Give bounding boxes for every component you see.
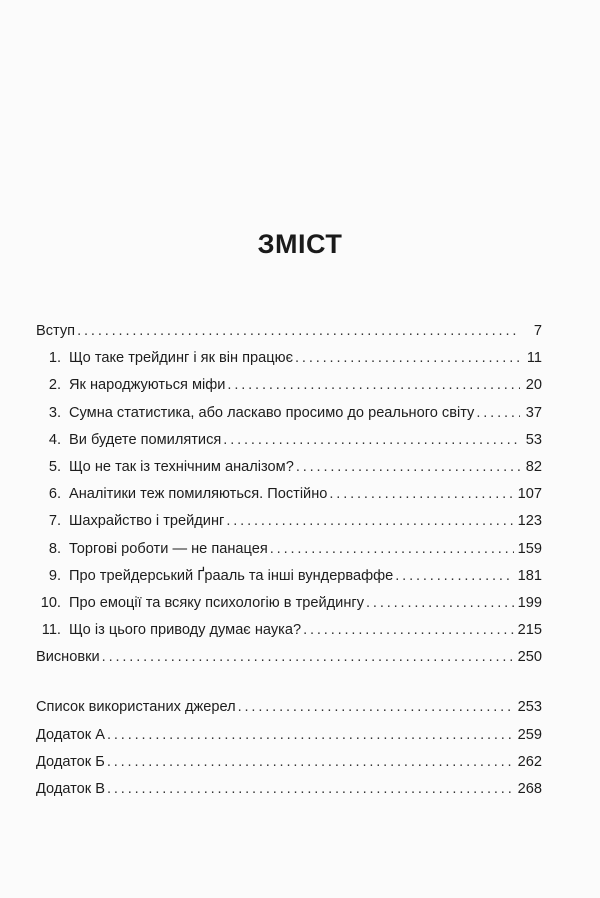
dot-leader <box>296 454 520 481</box>
toc-entry-label: Про емоції та всяку психологію в трейдингу <box>69 594 364 611</box>
toc-entry-label: Сумна статистика, або ласкаво просимо до реального світу <box>69 404 475 421</box>
toc-entry-label: Вступ <box>36 323 76 339</box>
dot-leader <box>329 481 513 508</box>
dot-leader <box>77 318 520 345</box>
toc-entry-label: Додаток А <box>36 726 105 743</box>
toc-entry-page: 123 <box>517 513 542 530</box>
dot-leader <box>226 508 513 535</box>
toc-entry-label: Додаток Б <box>36 753 105 770</box>
toc-entry-page: 199 <box>517 594 542 611</box>
toc-entry-chapter-9[interactable] <box>36 563 542 590</box>
page-title: ЗМІСТ <box>257 229 343 259</box>
toc-entry-page: 215 <box>517 622 542 639</box>
toc-entry-chapter-11[interactable] <box>36 617 542 644</box>
dot-leader <box>295 345 520 372</box>
toc-entry-number: 7. <box>48 513 61 530</box>
toc-entry-number: 3. <box>48 404 61 421</box>
toc-entry-label: Висновки <box>36 649 100 666</box>
toc-entry-page: 82 <box>525 458 542 475</box>
toc-entry-page: 253 <box>517 699 542 716</box>
dot-leader <box>366 590 514 617</box>
toc-entry-label: Що із цього приводу думає наука? <box>69 622 302 639</box>
dot-leader <box>102 644 514 671</box>
toc-entry-conclusions[interactable] <box>36 644 542 671</box>
dot-leader <box>107 776 514 803</box>
toc-entry-references[interactable] <box>36 694 542 721</box>
toc-entry-label: Ви будете помилятися <box>69 431 222 448</box>
dot-leader <box>223 427 520 454</box>
dot-leader <box>227 372 520 399</box>
dot-leader <box>270 536 514 563</box>
toc-entry-number: 8. <box>48 540 61 557</box>
toc-entry-appendix-a[interactable] <box>36 722 542 749</box>
toc-entry-page: 159 <box>517 540 542 557</box>
toc-entry-number: 2. <box>48 377 61 394</box>
toc-entry-number: 6. <box>48 486 61 503</box>
dot-leader <box>303 617 514 644</box>
dot-leader <box>476 400 520 427</box>
toc-entry-chapter-4[interactable] <box>36 427 542 454</box>
toc-entry-label: Список використаних джерел <box>36 699 236 716</box>
toc-entry-intro[interactable] <box>36 318 542 345</box>
toc-entry-chapter-5[interactable] <box>36 454 542 481</box>
toc-entry-chapter-8[interactable] <box>36 536 542 563</box>
toc-entry-number: 1. <box>48 350 61 367</box>
toc-entry-appendix-b[interactable] <box>36 749 542 776</box>
toc-entry-chapter-3[interactable] <box>36 400 542 427</box>
toc-entry-page: 262 <box>517 753 542 770</box>
toc-entry-page: 181 <box>517 567 542 584</box>
toc-entry-page: 268 <box>517 781 542 797</box>
toc-entry-label: Аналітики теж помиляються. Постійно <box>69 486 328 503</box>
toc-entry-chapter-6[interactable] <box>36 481 542 508</box>
toc-entry-page: 7 <box>533 323 542 339</box>
toc-entry-label: Що не так із технічним аналізом? <box>69 458 294 475</box>
toc-entry-page: 20 <box>525 377 542 394</box>
toc-entry-number: 4. <box>48 431 61 448</box>
toc-entry-appendix-v[interactable] <box>36 776 542 803</box>
toc-entry-number: 10. <box>40 594 61 611</box>
toc-entry-page: 107 <box>517 486 542 503</box>
toc-entry-label: Додаток В <box>36 781 105 797</box>
toc-entry-label: Про трейдерський Ґрааль та інші вундерваффе <box>69 567 394 584</box>
toc-entry-chapter-10[interactable] <box>36 590 542 617</box>
dot-leader <box>107 722 514 749</box>
toc-entry-chapter-7[interactable] <box>36 508 542 535</box>
toc-entry-number: 5. <box>48 458 61 475</box>
toc-entry-page: 250 <box>517 649 542 666</box>
dot-leader <box>238 694 514 721</box>
dot-leader <box>395 563 513 590</box>
toc-entry-chapter-1[interactable] <box>36 345 542 372</box>
table-of-contents <box>36 318 542 803</box>
toc-entry-number: 11. <box>41 622 61 639</box>
toc-entry-label: Торгові роботи — не панацея <box>69 540 268 557</box>
dot-leader <box>107 749 514 776</box>
toc-entry-page: 53 <box>525 431 542 448</box>
toc-entry-label: Шахрайство і трейдинг <box>69 513 225 530</box>
toc-entry-page: 11 <box>526 350 542 367</box>
toc-entry-number: 9. <box>48 567 61 584</box>
toc-entry-label: Що таке трейдинг і як він працює <box>69 350 294 367</box>
toc-entry-page: 37 <box>525 404 542 421</box>
toc-entry-page: 259 <box>517 726 542 743</box>
toc-entry-chapter-2[interactable] <box>36 372 542 399</box>
toc-entry-label: Як народжуються міфи <box>69 377 226 394</box>
